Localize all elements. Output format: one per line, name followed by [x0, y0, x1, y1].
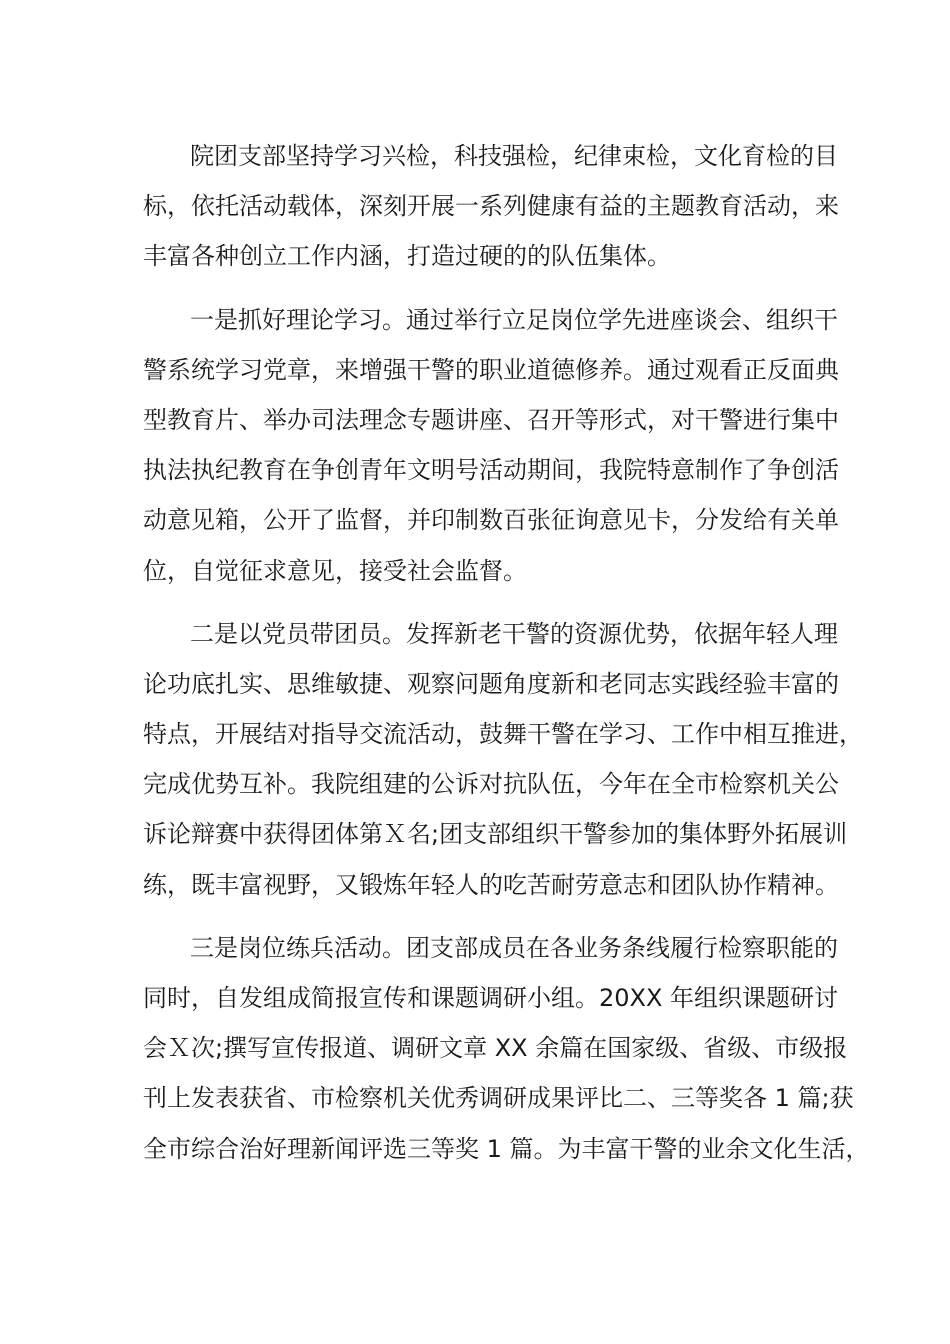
paragraph-party-members	[143, 609, 863, 910]
document-body	[143, 131, 870, 1187]
text-line: 一是抓好理论学习。通过举行立足岗位学先进座谈会、组织干	[190, 305, 838, 334]
paragraph-job-training	[143, 923, 870, 1174]
text-line: 诉论辩赛中获得团体第Ｘ名;团支部组织干警参加的集体野外拓展训	[143, 820, 848, 849]
text-line: 院团支部坚持学习兴检，科技强检，纪律束检，文化育检的目	[190, 142, 838, 170]
text-line: 动意见箱，公开了监督，并印制数百张征询意见卡，分发给有关单	[143, 506, 839, 535]
text-line: 练，既丰富视野，又锻炼年轻人的吃苦耐劳意志和团队协作精神。	[143, 870, 839, 899]
text-line: 全市综合治好理新闻评选三等奖 1 篇。为丰富干警的业余文化生活，	[143, 1134, 870, 1163]
text-line: 三是岗位练兵活动。团支部成员在各业务条线履行检察职能的	[190, 933, 838, 962]
text-line: 丰富各种创立工作内涵，打造过硬的的队伍集体。	[143, 242, 671, 271]
text-line: 标，依托活动载体，深刻开展一系列健康有益的主题教育活动，来	[143, 192, 839, 221]
text-line: 同时，自发组成简报宣传和课题调研小组。20XX 年组织课题研讨	[143, 984, 839, 1012]
text-line: 位，自觉征求意见，接受社会监督。	[143, 556, 527, 585]
paragraph-theory-study	[143, 295, 839, 596]
text-line: 警系统学习党章，来增强干警的职业道德修养。通过观看正反面典	[143, 355, 839, 384]
text-line: 完成优势互补。我院组建的公诉对抗队伍，今年在全市检察机关公	[143, 770, 839, 799]
paragraph-intro	[143, 131, 839, 282]
text-line: 论功底扎实、思维敏捷、观察问题角度新和老同志实践经验丰富的	[143, 669, 839, 698]
text-line: 会Ｘ次;撰写宣传报道、调研文章 XX 余篇在国家级、省级、市级报	[143, 1034, 848, 1063]
text-line: 型教育片、举办司法理念专题讲座、召开等形式，对干警进行集中	[143, 405, 839, 434]
text-line: 特点，开展结对指导交流活动，鼓舞干警在学习、工作中相互推进，	[143, 720, 863, 749]
text-line: 刊上发表获省、市检察机关优秀调研成果评比二、三等奖各 1 篇;获	[143, 1084, 854, 1113]
text-line: 执法执纪教育在争创青年文明号活动期间，我院特意制作了争创活	[143, 456, 839, 485]
text-line: 二是以党员带团员。发挥新老干警的资源优势，依据年轻人理	[190, 619, 838, 648]
